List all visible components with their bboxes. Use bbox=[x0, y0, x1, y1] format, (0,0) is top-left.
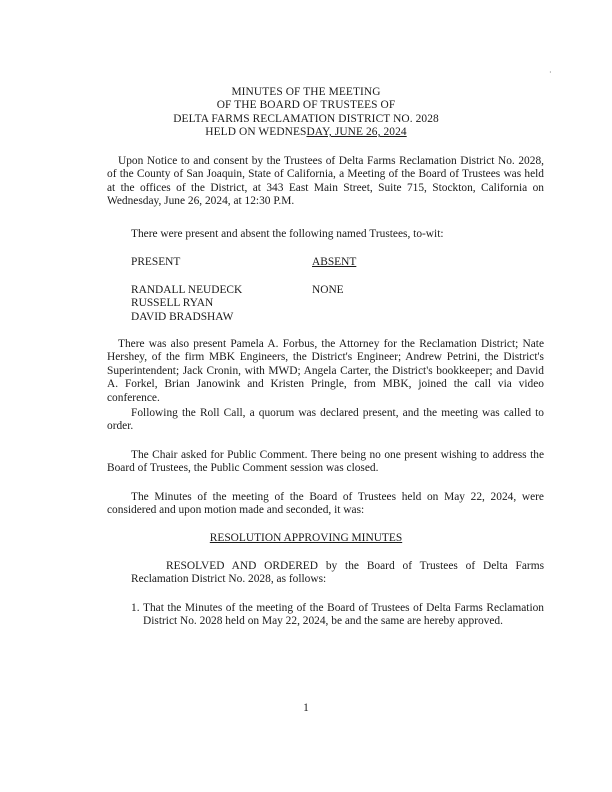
absent-list bbox=[312, 284, 344, 297]
notice-paragraph bbox=[107, 155, 544, 209]
corner-mark: · bbox=[549, 68, 552, 77]
roll-call-paragraph: Following the Roll Call, a quorum was declared present, and the meeting was called to order. bbox=[107, 407, 544, 433]
notice-text: Upon Notice to and consent by the Trustees of Delta Farms Reclamation District No. 2028, of the County of San Joaquin, State of California, a Meeting of the Board of Trustees was held at the offices of the District, at 343 East Main Street, Suite 715, Stockton, California on Wednesday, June 26, 2024, at 12:30 P.M. bbox=[107, 155, 544, 208]
present-heading: PRESENT bbox=[131, 256, 181, 268]
header-line-4 bbox=[0, 126, 612, 139]
header-line-2: OF THE BOARD OF TRUSTEES OF bbox=[216, 99, 396, 112]
present-trustee: RUSSELL RYAN bbox=[131, 297, 214, 310]
present-intro-paragraph: There were present and absent the following named Trustees, to-wit: bbox=[131, 228, 444, 240]
minutes-header bbox=[0, 86, 612, 140]
also-present-paragraph: There was also present Pamela A. Forbus, the Attorney for the Reclamation District; Nate Hershey, of the firm MBK Engineers, the District's Engineer; Andrew Petrini, the District's Superintendent; Jack Cronin, with MWD; Angela Carter, the District's bookkeeper; and David A. Forkel, Brian Janowink and Kristen Pringle, from MBK, joined the call via video conference. bbox=[107, 338, 544, 404]
header-line-4-date: DAY, JUNE 26, 2024 bbox=[306, 126, 407, 139]
absent-trustee: NONE bbox=[312, 284, 344, 296]
resolved-paragraph: RESOLVED AND ORDERED by the Board of Trustees of Delta Farms Reclamation District No. 2028, as follows: bbox=[131, 560, 544, 586]
minutes-considered-paragraph: The Minutes of the meeting of the Board of Trustees held on May 22, 2024, were considered and upon motion made and seconded, it was: bbox=[107, 491, 544, 517]
present-list bbox=[131, 284, 242, 324]
item-number: 1. bbox=[131, 602, 140, 614]
item-text: That the Minutes of the meeting of the Board of Trustees of Delta Farms Reclamation District No. 2028 held on May 22, 2024, be and the same are hereby approved. bbox=[143, 602, 544, 628]
present-trustee: RANDALL NEUDECK bbox=[131, 284, 243, 296]
resolution-title: RESOLUTION APPROVING MINUTES bbox=[209, 532, 403, 544]
header-line-1: MINUTES OF THE MEETING bbox=[231, 86, 381, 98]
header-line-3: DELTA FARMS RECLAMATION DISTRICT NO. 2028 bbox=[173, 112, 439, 125]
header-line-4-prefix: HELD ON WEDNES bbox=[205, 126, 307, 139]
absent-heading: ABSENT bbox=[312, 256, 357, 268]
public-comment-paragraph: The Chair asked for Public Comment. There being no one present wishing to address the Board of Trustees, the Public Comment session was closed. bbox=[107, 449, 544, 475]
page-number: 1 bbox=[303, 702, 309, 714]
present-trustee: DAVID BRADSHAW bbox=[131, 310, 234, 323]
